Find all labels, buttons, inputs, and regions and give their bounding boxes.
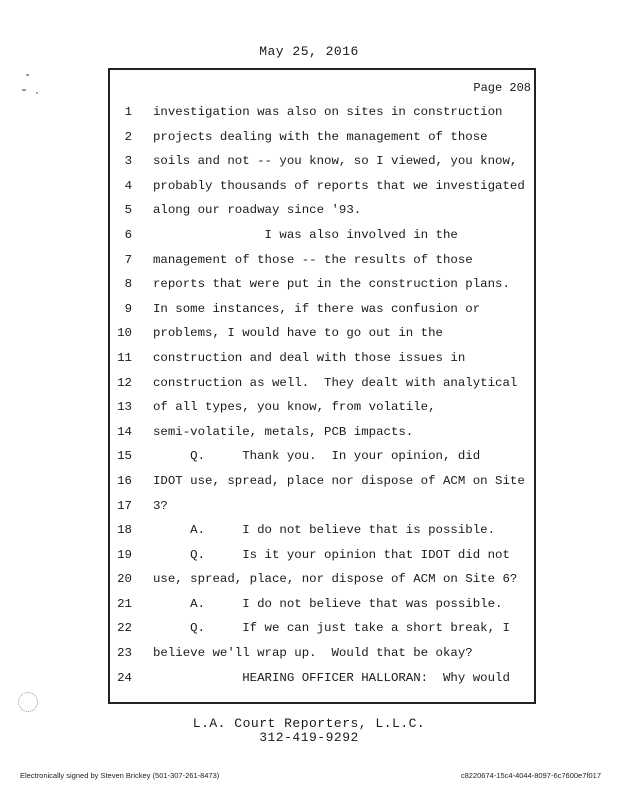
line-text: Q. If we can just take a short break, I	[153, 621, 510, 636]
line-text: of all types, you know, from volatile,	[153, 400, 436, 415]
line-number: 6	[124, 227, 132, 242]
line-text: A. I do not believe that was possible.	[153, 596, 503, 611]
line-text: reports that were put in the construction plans.	[153, 277, 510, 292]
line-number: 8	[124, 277, 132, 292]
transcript-line	[0, 570, 618, 595]
transcript-line	[0, 398, 618, 423]
line-number: 16	[117, 473, 132, 488]
line-text: IDOT use, spread, place nor dispose of ACM on Site	[153, 473, 525, 488]
scan-speck	[36, 92, 38, 94]
line-number: 7	[124, 252, 132, 267]
line-text: soils and not -- you know, so I viewed, you know,	[153, 154, 518, 169]
line-text: A. I do not believe that is possible.	[153, 523, 496, 538]
line-number: 9	[124, 301, 132, 316]
line-text: 3?	[153, 498, 168, 513]
transcript-line	[0, 423, 618, 448]
line-number: 12	[117, 375, 132, 390]
transcript-line	[0, 128, 618, 153]
transcript-line	[0, 226, 618, 251]
line-text: Q. Thank you. In your opinion, did	[153, 449, 481, 464]
esign-notice: Electronically signed by Steven Brickey (501-307-261-8473)	[20, 771, 220, 780]
transcript-lines	[0, 103, 618, 693]
line-number: 5	[124, 203, 132, 218]
line-number: 3	[124, 154, 132, 169]
line-number: 15	[117, 449, 132, 464]
transcript-line	[0, 546, 618, 571]
footer-phone: 312-419-9292	[259, 730, 359, 745]
line-text: use, spread, place, nor dispose of ACM on Site 6?	[153, 572, 518, 587]
line-number: 13	[117, 400, 132, 415]
line-number: 24	[117, 670, 132, 685]
transcript-line	[0, 300, 618, 325]
line-text: projects dealing with the management of those	[153, 129, 488, 144]
line-text: I was also involved in the	[153, 227, 458, 242]
line-number: 4	[124, 178, 132, 193]
punch-hole-mark	[18, 692, 38, 712]
line-number: 23	[117, 646, 132, 661]
header-date: May 25, 2016	[259, 44, 359, 59]
line-number: 14	[117, 424, 132, 439]
line-number: 22	[117, 621, 132, 636]
transcript-line	[0, 201, 618, 226]
document-id: c8220674-15c4-4044-8097-6c7600e7f017	[460, 771, 601, 780]
transcript-line	[0, 324, 618, 349]
line-number: 21	[117, 596, 132, 611]
transcript-line	[0, 497, 618, 522]
footer-company: L.A. Court Reporters, L.L.C.	[192, 716, 426, 731]
transcript-line	[0, 251, 618, 276]
line-number: 17	[117, 498, 132, 513]
transcript-line	[0, 177, 618, 202]
line-number: 19	[117, 547, 132, 562]
transcript-line	[0, 644, 618, 669]
line-text: investigation was also on sites in construction	[153, 105, 503, 119]
line-text: semi-volatile, metals, PCB impacts.	[153, 424, 414, 439]
scan-speck	[22, 89, 26, 91]
transcript-line	[0, 447, 618, 472]
line-text: Q. Is it your opinion that IDOT did not	[153, 547, 510, 562]
line-number: 18	[117, 523, 132, 538]
transcript-line	[0, 472, 618, 497]
line-number: 2	[124, 129, 132, 144]
line-number: 20	[117, 572, 132, 587]
transcript-line	[0, 619, 618, 644]
line-text: problems, I would have to go out in the	[153, 326, 443, 341]
transcript-line	[0, 103, 618, 128]
transcript-line	[0, 595, 618, 620]
page-label: Page 208	[473, 81, 531, 95]
line-text: believe we'll wrap up. Would that be okay?	[153, 646, 473, 661]
transcript-line	[0, 669, 618, 694]
line-number: 10	[117, 326, 132, 341]
line-text: management of those -- the results of those	[153, 252, 473, 267]
transcript-line	[0, 275, 618, 300]
line-number: 11	[117, 350, 132, 365]
line-text: construction and deal with those issues in	[153, 350, 466, 365]
line-text: construction as well. They dealt with analytical	[153, 375, 518, 390]
line-text: along our roadway since '93.	[153, 203, 362, 218]
scan-speck	[26, 74, 29, 76]
line-text: HEARING OFFICER HALLORAN: Why would	[153, 670, 510, 685]
transcript-line	[0, 374, 618, 399]
line-number: 1	[124, 105, 132, 119]
transcript-line	[0, 521, 618, 546]
transcript-line	[0, 152, 618, 177]
line-text: In some instances, if there was confusion or	[153, 301, 481, 316]
transcript-line	[0, 349, 618, 374]
line-text: probably thousands of reports that we investigated	[153, 178, 525, 193]
